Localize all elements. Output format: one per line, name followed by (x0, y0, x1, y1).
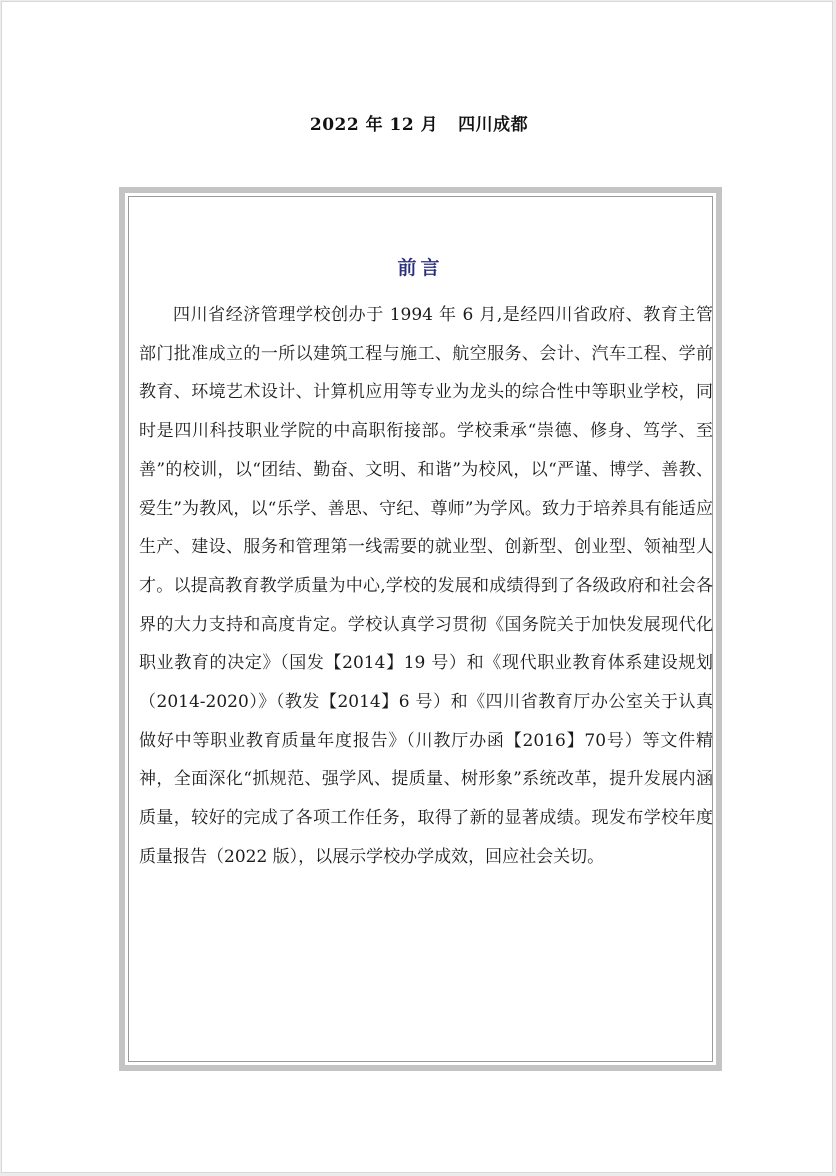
preface-title: 前言 (397, 257, 444, 279)
report-date: 2022 年 12 月 (309, 115, 439, 135)
report-location: 四川成都 (458, 115, 529, 135)
document-page (1, 1, 833, 1173)
preface-inner-border (128, 196, 713, 1062)
date-location-line (2, 110, 836, 135)
preface-frame (119, 187, 722, 1071)
preface-body: 四川省经济管理学校创办于 1994 年 6 月,是经四川省政府、教育主管部门批准成立的一所以建筑工程与施工、航空服务、会计、汽车工程、学前教育、环境艺术设计、计算机应用等专业为龙头的综合性中等职业学校，同时是四川科技职业学院的中高职衔接部。学校秉承“崇德、修身、笃学、至善”的校训，以“团结、勤奋、文明、和谐”为校风，以“严谨、博学、善教、爱生”为教风，以“乐学、善思、守纪、尊师”为学风。致力于培养具有能适应生产、建设、服务和管理第一线需要的就业型、创新型、创业型、领袖型人才。以提高教育教学质量为中心,学校的发展和成绩得到了各级政府和社会各界的大力支持和高度肯定。学校认真学习贯彻《国务院关于加快发展现代化职业教育的决定》（国发【2014】19 号）和《现代职业教育体系建设规划（2014-2020）》（教发【2014】6 号）和《四川省教育厅办公室关于认真做好中等职业教育质量年度报告》（川教厅办函【2016】70号）等文件精神，全面深化“抓规范、强学风、提质量、树形象”系统改革，提升发展内涵质量，较好的完成了各项工作任务，取得了新的显著成绩。现发布学校年度质量报告（2022 版），以展示学校办学成效，回应社会关切。 (139, 305, 713, 867)
